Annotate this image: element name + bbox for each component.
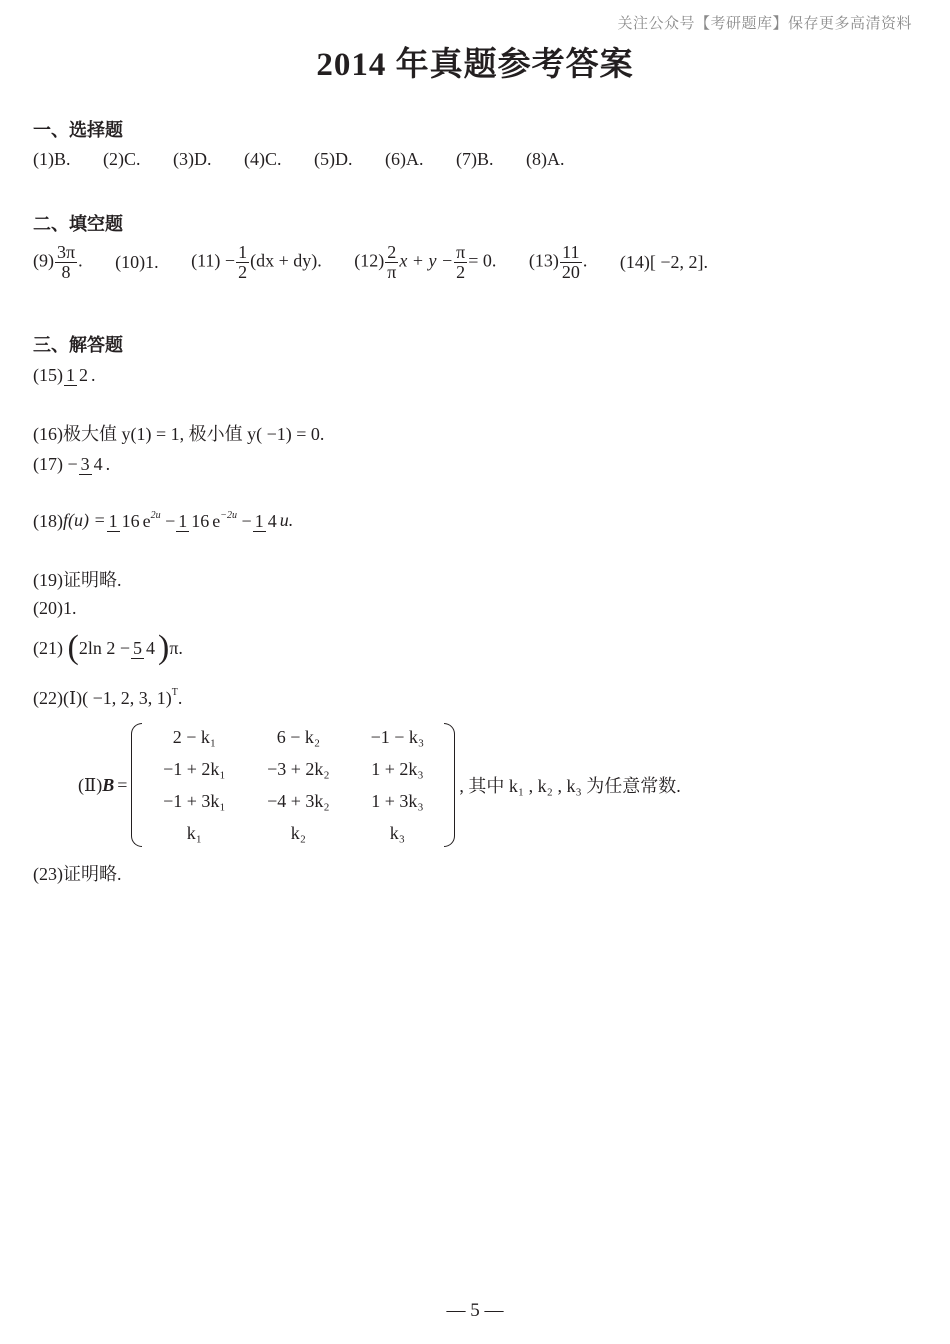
- q22-ii-tail: , 其中 k₁ , k₂ , k₃ 为任意常数.: [459, 776, 681, 796]
- q22-sup: T: [171, 687, 178, 698]
- q18-fraction-1: [107, 512, 142, 531]
- matrix-cell: −1 − k₃: [370, 726, 425, 747]
- q11-fraction: [236, 243, 249, 282]
- q18-n1: 1: [108, 511, 118, 532]
- q13-num: 11: [562, 242, 580, 262]
- q11-tail: (dx + dy).: [250, 250, 322, 271]
- q15-label: (15): [33, 365, 63, 386]
- q17-tail: .: [105, 454, 111, 475]
- q15-tail: .: [91, 365, 96, 386]
- page-number: — 5 —: [446, 1300, 504, 1321]
- q18-s1: 2u: [150, 510, 161, 521]
- matrix-cell: −3 + 2k₂: [267, 758, 330, 779]
- q21-fraction: [131, 639, 157, 658]
- q22-label: (22)(Ⅰ)( −1, 2, 3, 1): [33, 688, 172, 709]
- q12-den: π: [387, 261, 397, 282]
- q12-label: (12): [354, 250, 385, 271]
- matrix-cell: k₁: [186, 822, 203, 843]
- q13-label: (13): [528, 250, 559, 271]
- q21-tail: π.: [169, 637, 183, 658]
- q18-d3: 4: [267, 511, 277, 532]
- q18-s2: −2u: [220, 510, 238, 521]
- q12-num2: π: [456, 242, 466, 262]
- choice-answer-4: (4)C.: [244, 149, 282, 170]
- matrix-cell: 6 − k₂: [276, 726, 321, 747]
- q21-num: 5: [132, 637, 142, 658]
- q11-den: 2: [238, 261, 248, 282]
- q17-label: (17) −: [33, 454, 78, 475]
- choice-answer-2: (2)C.: [103, 149, 141, 170]
- q21-right-paren: ): [157, 629, 170, 666]
- fill-answer-13: [529, 243, 588, 282]
- q9-num: 3π: [57, 242, 76, 262]
- q15-fraction: [64, 366, 90, 385]
- q18-e1: e: [142, 511, 151, 532]
- matrix-cell: −1 + 2k₁: [163, 758, 226, 779]
- q13-den: 20: [561, 261, 580, 282]
- solve-answer-16: (16)极大值 y(1) = 1, 极小值 y( −1) = 0.: [33, 424, 325, 444]
- q17-den: 4: [93, 454, 103, 475]
- q15-num: 1: [66, 365, 75, 386]
- matrix-cell: k₃: [389, 822, 406, 843]
- section-solve: 三、解答题: [33, 335, 123, 356]
- section-choice: 一、选择题: [33, 120, 123, 141]
- q18-m2: −: [241, 511, 252, 532]
- q18-fraction-2: [176, 512, 211, 531]
- fill-answer-11: [191, 243, 322, 282]
- matrix-cell: 2 − k₁: [172, 726, 217, 747]
- q22-tail: .: [177, 688, 183, 709]
- q21-left-paren: (: [67, 629, 79, 666]
- matrix-cell: 1 + 2k₃: [371, 758, 424, 779]
- choice-answer-6: (6)A.: [385, 149, 424, 170]
- solve-answer-20: (20)1.: [33, 598, 77, 618]
- matrix-cell: 1 + 3k₃: [371, 790, 424, 811]
- choice-answers: [33, 148, 593, 170]
- matrix-cell: −4 + 3k₂: [267, 790, 330, 811]
- solve-answer-17: [33, 453, 110, 475]
- solve-answer-22-i: [33, 687, 182, 709]
- q12-num: 2: [387, 242, 397, 262]
- choice-answer-3: (3)D.: [173, 149, 212, 170]
- q18-d1: 16: [121, 511, 140, 532]
- q22-ii-eq: =: [117, 774, 128, 795]
- matrix-cell: k₂: [290, 822, 307, 843]
- fill-answers: [33, 243, 736, 282]
- choice-answer-8: (8)A.: [526, 149, 565, 170]
- fill-answer-14: (14)[ −2, 2].: [619, 251, 708, 272]
- matrix-cell: −1 + 3k₁: [163, 790, 226, 811]
- q9-fraction: [55, 243, 77, 282]
- q22-ii-label: (Ⅱ): [78, 774, 103, 795]
- q13-fraction: [560, 243, 582, 282]
- q18-m1: −: [165, 511, 176, 532]
- q12-fraction-1: [385, 243, 398, 282]
- solve-answer-21: [33, 631, 183, 665]
- q18-n2: 1: [178, 511, 188, 532]
- watermark: 关注公众号【考研题库】保存更多高清资料: [617, 16, 912, 32]
- choice-answer-7: (7)B.: [456, 149, 494, 170]
- fill-answer-9: [33, 243, 83, 282]
- q9-den: 8: [61, 261, 71, 282]
- q12-mid: x + y −: [399, 250, 454, 271]
- q13-tail: .: [582, 250, 588, 271]
- solve-answer-23: (23)证明略.: [33, 864, 122, 884]
- q21-den: 4: [145, 637, 155, 658]
- fill-answer-12: [354, 243, 496, 282]
- solve-answer-15: [33, 364, 96, 386]
- matrix-b: [131, 721, 455, 849]
- q9-label: (9): [33, 250, 54, 271]
- q18-n3: 1: [254, 511, 264, 532]
- q15-den: 2: [79, 365, 88, 386]
- page-title: 2014 年真题参考答案: [316, 47, 634, 83]
- q21-a: 2ln 2 −: [78, 637, 130, 658]
- q18-f: f(u) =: [63, 510, 106, 530]
- choice-answer-1: (1)B.: [33, 149, 71, 170]
- solve-answer-19: (19)证明略.: [33, 570, 122, 590]
- q18-fraction-3: [253, 512, 279, 531]
- q18-e2: e: [212, 511, 221, 532]
- q11-num: 1: [238, 242, 248, 262]
- solve-answer-22-ii: [78, 718, 681, 852]
- q12-fraction-2: [454, 243, 467, 282]
- q18-tail: u.: [279, 510, 294, 530]
- q17-num: 3: [80, 454, 90, 475]
- q11-label: (11) −: [191, 250, 236, 271]
- choice-answer-5: (5)D.: [314, 149, 353, 170]
- q12-tail: = 0.: [468, 250, 497, 271]
- q12-den2: 2: [456, 261, 466, 282]
- section-fill: 二、填空题: [33, 214, 123, 235]
- solve-answer-18: [33, 510, 293, 532]
- q21-label: (21): [33, 637, 63, 658]
- q9-tail: .: [78, 250, 83, 271]
- q18-label: (18): [33, 511, 63, 532]
- fill-answer-10: (10)1.: [115, 251, 159, 272]
- matrix-b-symbol: B: [102, 774, 115, 795]
- q18-d2: 16: [191, 511, 210, 532]
- q17-fraction: [79, 455, 105, 474]
